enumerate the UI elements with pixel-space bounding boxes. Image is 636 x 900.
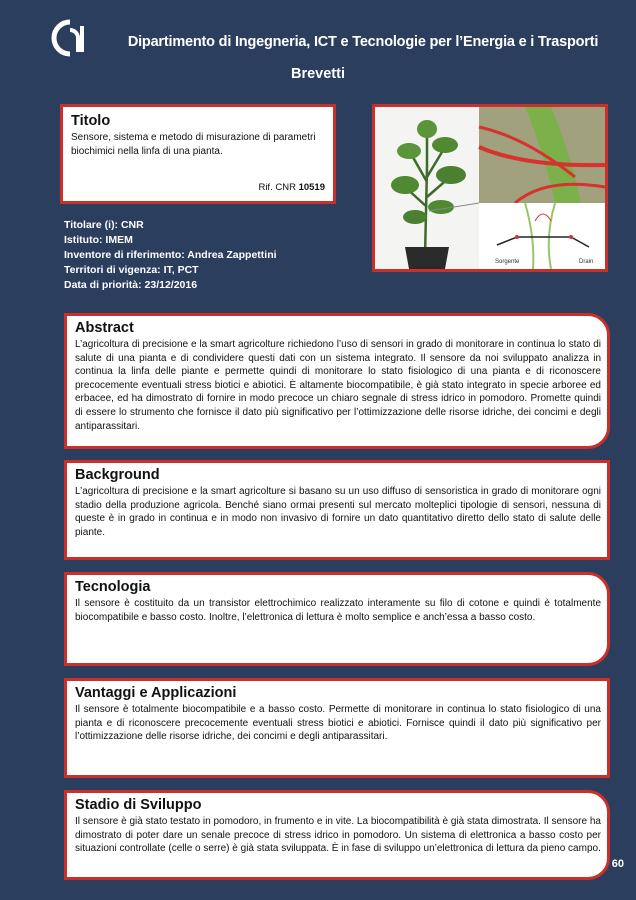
tecnologia-box [64,572,610,666]
meta-territori: Territori di vigenza: IT, PCT [64,264,199,276]
rif-cnr [258,182,325,193]
page-number: 60 [611,858,624,870]
diagram-label-right: Drain [579,259,594,265]
meta-data-priorita: Data di priorità: 23/12/2016 [64,279,198,291]
background-heading: Background [75,467,160,483]
background-text: L’agricoltura di precisione e la smart agricolture si basano su un uso diffuso di sensoristica in grado di monitorare ogni stadio della produzione agricola. Benché siano ormai presenti sul mercato molteplici tipologie di sensori, nessuna di queste è in grado in continua e in modo non invasivo di fornire un dato quantitativo diretto dello stato di salute delle piante. [75,486,601,538]
diagram-label-left: Sorgente [495,259,520,265]
section-label: Brevetti [291,66,345,82]
rif-number: 10519 [298,182,325,193]
department-title: Dipartimento di Ingegneria, ICT e Tecnologie per l’Energia e i Trasporti [127,34,599,50]
background-box [64,460,610,560]
rif-prefix: Rif. CNR [258,182,296,193]
titolo-heading: Titolo [71,113,111,129]
abstract-box [64,313,610,449]
abstract-text: L’agricoltura di precisione e la smart agricolture richiedono l’uso di sensori in grado di monitorare in continua lo stato di salute di una pianta e di condividere questi dati con un sistema integrato. Il sensore da noi sviluppato analizza in continua la linfa delle piante e permette quindi di monitorare lo stato fisiologico di una pianta e di riconoscere precocemente eventuali stress biotici e abiotici. È altamente biocompatibile, è già stato integrato in specie arboree ed erbacee, ed ha dimostrato di fornire in modo precoce un chiaro segnale di stress idrico in pomodoro. Promette quindi di essere lo strumento che fornisce il dato più significativo per l’ottimizzazione delle risorse idriche, dei concimi e degli antiparassitari. [75,339,601,432]
titolo-text: Sensore, sistema e metodo di misurazione di parametri biochimici nella linfa di una pianta. [71,132,316,157]
plant-photo-composite [375,107,605,269]
stadio-text: Il sensore è già stato testato in pomodoro, in frumento e in vite. La biocompatibilità è già stata dimostrata. Il sensore ha dimostrato di poter dare un senale precoce di stress idrico in pomodoro. Un sistema di elettronica a basso costo per situazioni controllate (celle o serre) è già stata sviluppata. È in fase di sviluppo un’elettronica di lettura da pieno campo. [75,816,601,855]
meta-titolare: Titolare (i): CNR [64,219,144,231]
abstract-heading: Abstract [75,320,134,336]
vantaggi-heading: Vantaggi e Applicazioni [75,685,237,701]
cnr-logo-icon [48,18,90,58]
patent-metadata [64,218,277,293]
vantaggi-text: Il sensore è totalmente biocompatibile e a basso costo. Permette di monitorare in continua lo stato fisiologico di una pianta e di riconoscere precocemente eventuali stress biotici e abiotici. Fornisce quindi il dato più significativo per l’ottimizzazione delle risorse idriche, dei concimi e degli antiparassitari. [75,704,601,743]
patent-photo [372,104,608,272]
meta-istituto: Istituto: IMEM [64,234,133,246]
meta-inventore: Inventore di riferimento: Andrea Zappettini [64,249,277,261]
stadio-heading: Stadio di Sviluppo [75,797,202,813]
tecnologia-heading: Tecnologia [75,579,151,595]
stadio-box [64,790,610,880]
tecnologia-text: Il sensore è costituito da un transistor elettrochimico realizzato interamente su filo di cotone e quindi è totalmente biocompatibile e basso costo. Inoltre, l’elettronica di lettura è molto semplice e anch’essa a basso costo. [75,598,601,623]
titolo-box [60,104,336,204]
vantaggi-box [64,678,610,778]
